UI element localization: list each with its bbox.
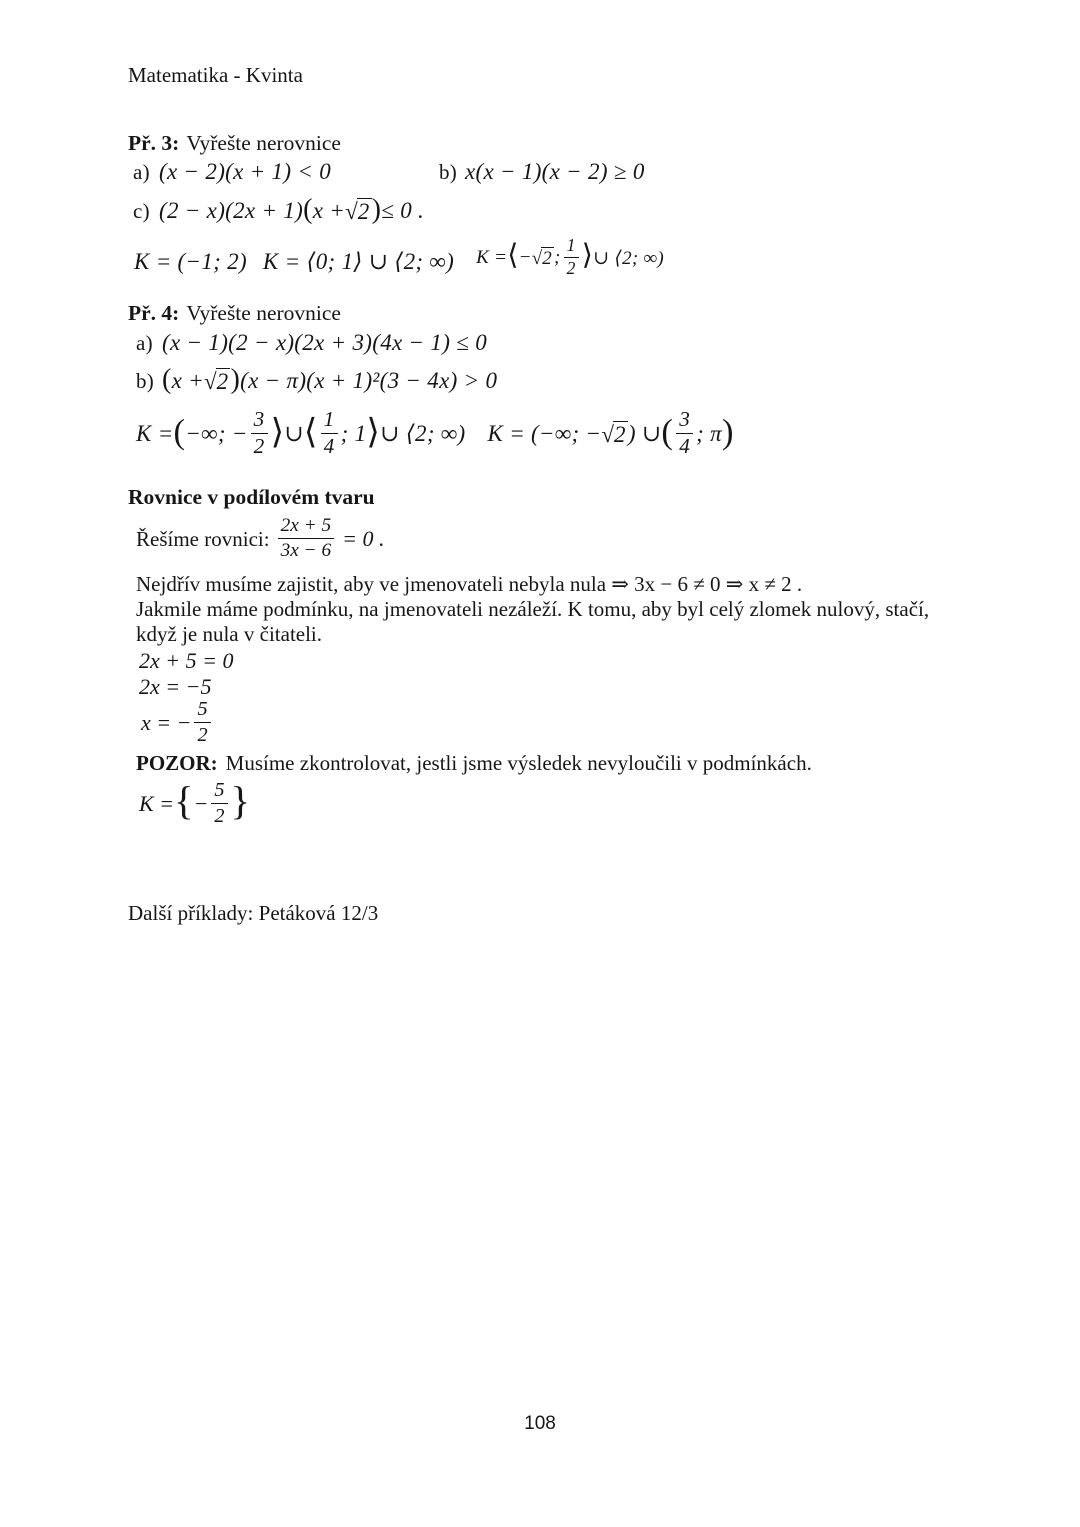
formula-3c-part3: ≤ 0 . [381,198,425,223]
denominator: 2 [253,433,265,458]
numerator: 5 [211,779,227,804]
problem3-item-c [133,191,424,231]
sqrt-expression [345,198,371,225]
final-solution [139,774,250,834]
fraction [211,779,227,827]
formula-3a: (x − 2)(x + 1) < 0 [159,159,332,184]
solution-3k3-part3: ; [554,247,561,268]
warning-label: POZOR: [136,751,218,775]
open-brace: { [174,777,194,823]
sqrt-radicand: √ 2 [614,421,626,447]
open-paren: ( [661,413,674,452]
solution-4k1-part5: ∪ ⟨2; ∞) [380,421,466,446]
solution-4k2 [487,406,734,459]
equation-1: 2x + 5 = 0 [139,648,234,673]
problem4-item-b [136,358,497,404]
formula-4a: (x − 1)(2 − x)(2x + 3)(4x − 1) ≤ 0 [162,330,488,355]
warning-line [136,751,812,776]
section-heading: Rovnice v podílovém tvaru [128,485,375,509]
problem3-title: Vyřešte nerovnice [186,131,341,155]
solution-4k1-part1: K = [136,421,174,446]
equation-3-part1: x = − [141,710,192,735]
paragraph-2: Jakmile máme podmínku, na jmenovateli nezáleží. K tomu, aby byl celý zlomek nulový, stačí, [136,597,930,621]
final-solution-part2: − [193,791,209,816]
solution-3k3-part2: − [518,247,532,268]
denominator: 4 [323,433,335,458]
final-solution-part1: K = [139,791,175,816]
item-a-label: a) [136,331,153,355]
open-angle-bracket: ⟨ [303,413,318,452]
formula-3c-part1: (2 − x)(2x + 1) [159,198,304,223]
sqrt-radicand: √ 2 [542,247,553,269]
further-examples-note: Další příklady: Petáková 12/3 [128,901,379,925]
denominator: 3x − 6 [280,539,332,561]
close-brace: } [230,777,251,823]
solution-4k2-part3: ; π [696,421,722,446]
problem4-title: Vyřešte nerovnice [186,301,341,325]
close-angle-bracket: ⟩ [270,413,285,452]
open-paren: ( [303,193,313,225]
sqrt-expression [601,421,627,448]
quotient-intro [136,510,385,568]
item-b-label: b) [439,160,458,184]
item-a-label: a) [133,160,150,184]
fraction [251,408,268,458]
problem3-item-b [439,159,645,185]
solution-3k2: K = ⟨0; 1⟩ ∪ ⟨2; ∞) [262,249,455,274]
numerator: 5 [194,698,210,723]
equation-3 [141,697,214,749]
warning-text: Musíme zkontrolovat, jestli jsme výsledek nevyloučili v podmínkách. [225,751,812,775]
solution-3k3-part4: ∪ ⟨2; ∞) [593,247,665,269]
intro-tail: = 0 . [342,526,385,551]
problem3-item-a [133,159,331,185]
page-header: Matematika - Kvinta [128,63,303,87]
sqrt-radicand: √ 2 [357,198,370,224]
fraction [321,408,338,458]
open-angle-bracket: ⟨ [507,240,519,272]
close-paren: ) [721,413,734,452]
close-angle-bracket: ⟩ [366,413,381,452]
intro-label: Řešíme rovnici: [136,526,270,551]
problem3-solutions [134,232,664,284]
denominator: 2 [214,804,225,827]
sqrt-radicand: √ 2 [216,368,229,394]
close-paren: ) [371,193,382,225]
item-c-label: c) [133,198,150,223]
solution-4k1-part2: −∞; − [185,421,248,446]
page-number: 108 [524,1413,556,1434]
open-paren: ( [173,413,186,452]
denominator: 2 [566,257,576,278]
problem4-solutions [136,404,734,464]
solution-4k1-part3: ∪ [284,421,304,446]
problem3-heading [128,131,341,156]
close-angle-bracket: ⟩ [581,240,594,272]
solution-3k1: K = (−1; 2) [134,249,247,274]
fraction [278,515,335,561]
problem3-label: Př. 3: [128,131,180,155]
formula-4b-part1: x + [171,368,205,393]
solution-4k1 [136,406,466,459]
paragraph-1: Nejdřív musíme zajistit, aby ve jmenovateli nebyla nula ⇒ 3x − 6 ≠ 0 ⇒ x ≠ 2 . [136,572,803,596]
numerator: 3 [251,408,268,434]
close-paren: ) [230,363,241,395]
formula-3c-part2: x + [312,198,346,223]
numerator: 1 [564,236,579,258]
solution-3k3 [476,234,665,279]
fraction [194,698,210,746]
solution-4k1-part4: ; 1 [340,421,367,446]
problem4-item-a [136,330,487,356]
problem4-label: Př. 4: [128,301,180,325]
formula-3b: x(x − 1)(x − 2) ≥ 0 [465,159,645,184]
fraction [676,408,693,458]
numerator: 1 [321,408,338,434]
equation-2: 2x = −5 [139,674,212,699]
denominator: 4 [679,433,691,458]
solution-4k2-part1: K = (−∞; − [487,421,602,446]
fraction [564,236,579,278]
paragraph-3: když je nula v čitateli. [136,622,323,646]
sqrt-expression [204,368,230,395]
numerator: 3 [676,408,693,434]
solution-4k2-part2: ) ∪ [627,421,662,446]
problem4-heading [128,301,341,326]
denominator: 2 [197,723,208,746]
formula-4b-part2: (x − π)(x + 1)²(3 − 4x) > 0 [240,368,498,393]
solution-3k3-part1: K = [476,247,508,268]
open-paren: ( [162,363,172,395]
item-b-label: b) [136,368,155,393]
sqrt-expression [532,247,554,270]
numerator: 2x + 5 [278,515,335,539]
